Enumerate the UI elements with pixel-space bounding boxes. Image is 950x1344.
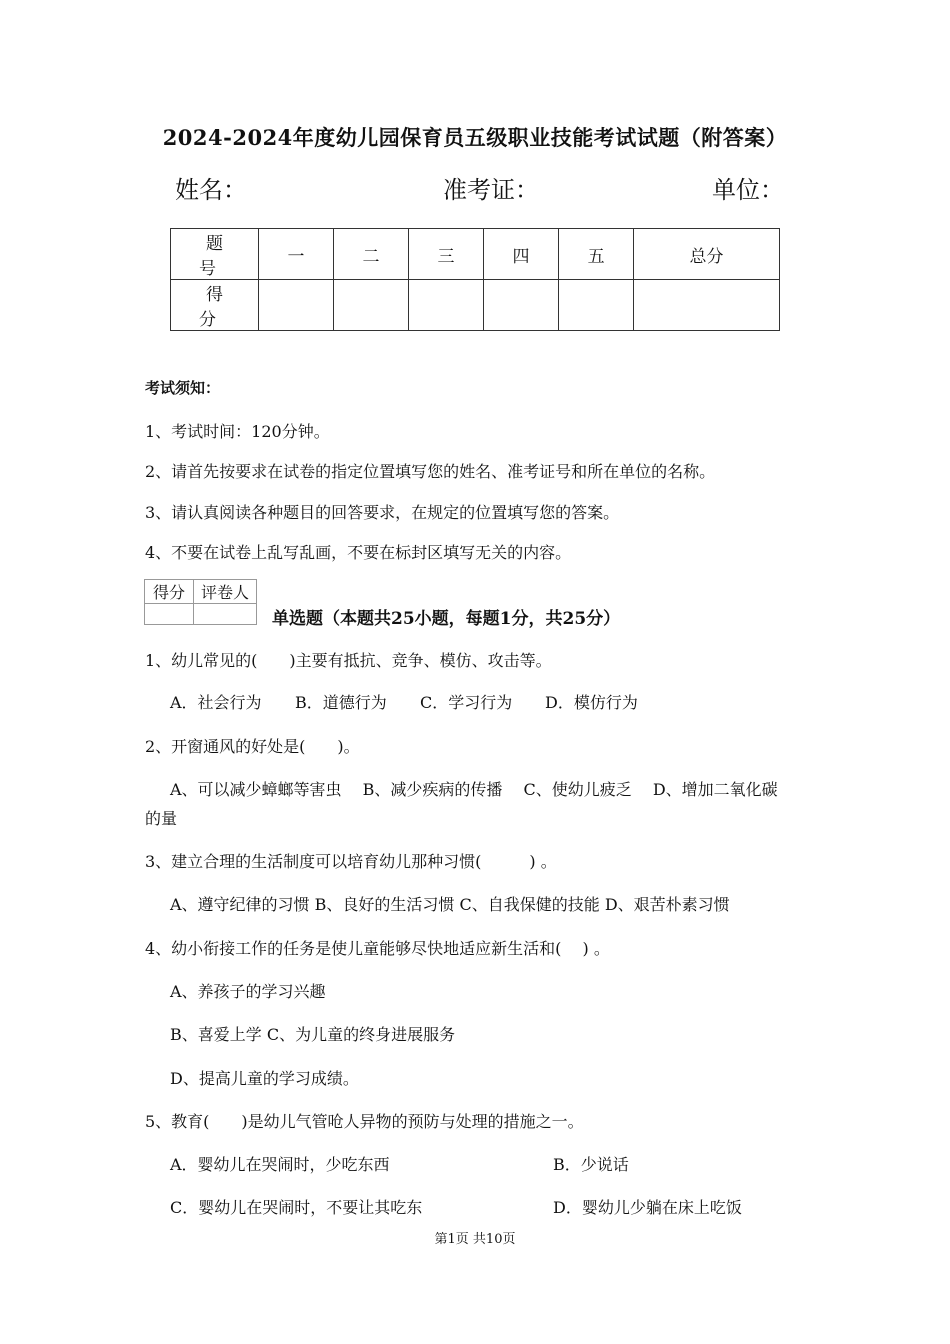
section-title: 单选题（本题共25小题，每题1分，共25分） (272, 609, 621, 629)
score-header-cell: 总分 (634, 229, 780, 280)
name-field-label: 姓名： (175, 176, 247, 204)
option: B．少说话 (553, 1155, 629, 1174)
option: A．社会行为 (170, 693, 262, 712)
option-line: A、遵守纪律的习惯 B、良好的生活习惯 C、自我保健的技能 D、艰苦朴素习惯 (170, 895, 730, 914)
score-row-label: 得 分 (171, 280, 259, 331)
grader-reviewer-cell[interactable] (194, 604, 257, 625)
option: B．道德行为 (295, 693, 387, 712)
option-line: 的量 (145, 809, 178, 828)
notice-title: 考试须知： (145, 379, 221, 397)
question-stem: 3、建立合理的生活制度可以培育幼儿那种习惯( ) 。 (145, 852, 557, 871)
question-stem: 5、教育( )是幼儿气管呛人异物的预防与处理的措施之一。 (145, 1112, 584, 1131)
exam-id-field-label: 准考证： (443, 176, 539, 204)
score-table (170, 228, 780, 331)
notice-item: 3、请认真阅读各种题目的回答要求，在规定的位置填写您的答案。 (145, 503, 620, 522)
notice-item: 4、不要在试卷上乱写乱画，不要在标封区填写无关的内容。 (145, 543, 572, 562)
option: C．学习行为 (420, 693, 513, 712)
question-stem: 4、幼小衔接工作的任务是使儿童能够尽快地适应新生活和( ) 。 (145, 939, 610, 958)
score-input-cell[interactable] (484, 280, 559, 331)
score-header-cell: 五 (559, 229, 634, 280)
page-footer: 第1页 共10页 (434, 1232, 516, 1247)
option-line: B、喜爱上学 C、为儿童的终身进展服务 (170, 1025, 456, 1044)
option: C．婴幼儿在哭闹时，不要让其吃东 (170, 1198, 423, 1217)
score-input-cell[interactable] (409, 280, 484, 331)
option-line: D、提高儿童的学习成绩。 (170, 1069, 359, 1088)
page-title: 2024-2024年度幼儿园保育员五级职业技能考试试题（附答案） (162, 125, 788, 150)
grader-score-cell[interactable] (145, 604, 194, 625)
score-input-cell[interactable] (334, 280, 409, 331)
option: A．婴幼儿在哭闹时，少吃东西 (170, 1155, 390, 1174)
score-header-label: 题 号 (171, 229, 259, 280)
notice-item: 1、考试时间：120分钟。 (145, 422, 330, 441)
option: D．模仿行为 (545, 693, 638, 712)
notice-item: 2、请首先按要求在试卷的指定位置填写您的姓名、准考证号和所在单位的名称。 (145, 462, 716, 481)
score-input-cell[interactable] (559, 280, 634, 331)
score-input-cell[interactable] (634, 280, 780, 331)
option-line: A、养孩子的学习兴趣 (170, 982, 326, 1001)
unit-field-label: 单位： (712, 176, 784, 204)
question-stem: 1、幼儿常见的( )主要有抵抗、竞争、模仿、攻击等。 (145, 651, 552, 670)
grader-reviewer-label: 评卷人 (194, 580, 257, 604)
option: D．婴幼儿少躺在床上吃饭 (553, 1198, 742, 1217)
score-header-cell: 四 (484, 229, 559, 280)
score-table-header-row (171, 229, 780, 280)
score-input-cell[interactable] (259, 280, 334, 331)
score-header-cell: 三 (409, 229, 484, 280)
score-header-cell: 二 (334, 229, 409, 280)
score-table-score-row (171, 280, 780, 331)
score-header-cell: 一 (259, 229, 334, 280)
question-stem: 2、开窗通风的好处是( )。 (145, 737, 360, 756)
grader-box (144, 579, 257, 625)
grader-score-label: 得分 (145, 580, 194, 604)
option-line: A、可以减少蟑螂等害虫 B、减少疾病的传播 C、使幼儿疲乏 D、增加二氧化碳 (170, 780, 778, 799)
